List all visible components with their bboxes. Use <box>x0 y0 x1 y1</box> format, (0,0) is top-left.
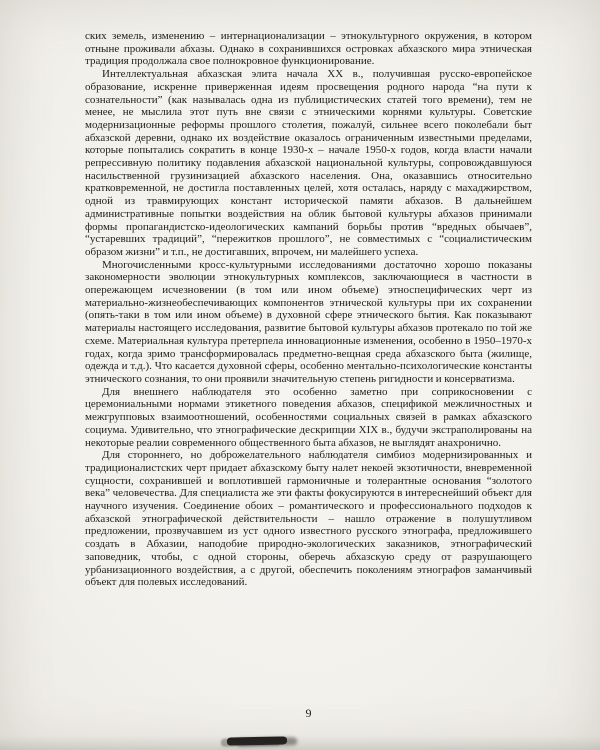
paragraph: Для внешнего наблюдателя это особенно заметно при соприкосновении с церемониальными нормами этикетного поведения абхазов, спецификой межличностных и межгрупповых взаимоотношений, особенностями социальных связей в рамках абхазского социума. Удивительно, что этнографические дескрипции XIX в., будучи экстраполированы на некоторые реалии современного общественного быта абхазов, не выглядят анахронично. <box>85 385 532 449</box>
scan-artifact-smudge <box>227 736 287 745</box>
page-number: 9 <box>305 706 312 720</box>
scan-edge-shadow <box>0 736 600 750</box>
paragraph: Интеллектуальная абхазская элита начала XX в., получившая русско-европейское образование, искренне приверженная идеям просвещения родного народа “на пути к сознательности” (как называлась одна из публицистических статей того времени), тем не менее, не мыслила этот путь вне связи с этническими корнями культуры. Советские модернизационные реформы прошлого столетия, пожалуй, сильнее всего поколебали быт абхазской деревни, однако их воздействие оказалось ограниченным известными пределами, которые попытались сократить в конце 1930-х – начале 1950-х годов, когда власти начали репрессивную политику подавления абхазской национальной культуры, сопровождавшуюся насильственной грузинизацией абхазского населения. Она, оказавшись относительно кратковременной, не достигла поставленных целей, хотя осталась, наряду с махаджирством, одной из травмирующих констант исторической памяти абхазов. В дальнейшем административные попытки воздействия на облик бытовой культуры абхазов принимали формы пропагандистско-идеологических кампаний борьбы против “вредных обычаев”, “устаревших традиций”, “пережитков прошлого”, не совместимых с “социалистическим образом жизни” и т.п., не достигавших, впрочем, ни малейшего успеха. <box>85 68 532 258</box>
paragraph: Для стороннего, но доброжелательного наблюдателя симбиоз модернизированных и традиционалистских черт придает абхазскому быту налет некоей экзотичности, вневременной сущности, сохранившей и воплотившей гармоничные и толерантные основания “золотого века” человечества. Для специалиста же эти факты фокусируются в интереснейший объект для научного изучения. Соединение обоих – романтического и профессионального подходов к абхазской этнографической действительности – нашло отражение в полушутливом предложении, прозвучавшем из уст одного известного русского этнографа, предложившего создать в Абхазии, наподобие природно-экологических заказников, этнографический заповедник, чтобы, с одной стороны, оберечь абхазскую среду от разрушающего урбанизационного воздействия, а с другой, обеспечить поколениям этнографов заманчивый объект для полевых исследований. <box>85 449 532 589</box>
paragraph-continuation: ских земель, изменению – интернационализации – этнокультурного окружения, в котором отныне проживали абхазы. Однако в сохранившихся островках абхазского мира этническая традиция продолжала свое полнокровное функционирование. <box>85 30 532 68</box>
paragraph: Многочисленными кросс-культурными исследованиями достаточно хорошо показаны закономерности эволюции этнокультурных комплексов, заключающиеся в частности в опережающем исчезновении (в том или ином объеме) этноспецифических черт из материально-жизнеобеспечивающих компонентов этнической культуры при их сохранении (опять-таки в том или ином объеме) в духовной сфере этнического бытия. Как показывают материалы настоящего исследования, развитие бытовой культуры абхазов протекало по той же схеме. Материальная культура претерпела инновационные изменения, особенно в 1950–1970-х годах, когда зримо трансформировалась предметно-вещная среда абхазского быта (жилище, одежда и т.д.). Что касается духовной сферы, особенно ментально-психологические константы этнического сознания, то они проявили значительную степень ригидности и консерватизма. <box>85 258 532 385</box>
page-text-block <box>85 30 532 589</box>
